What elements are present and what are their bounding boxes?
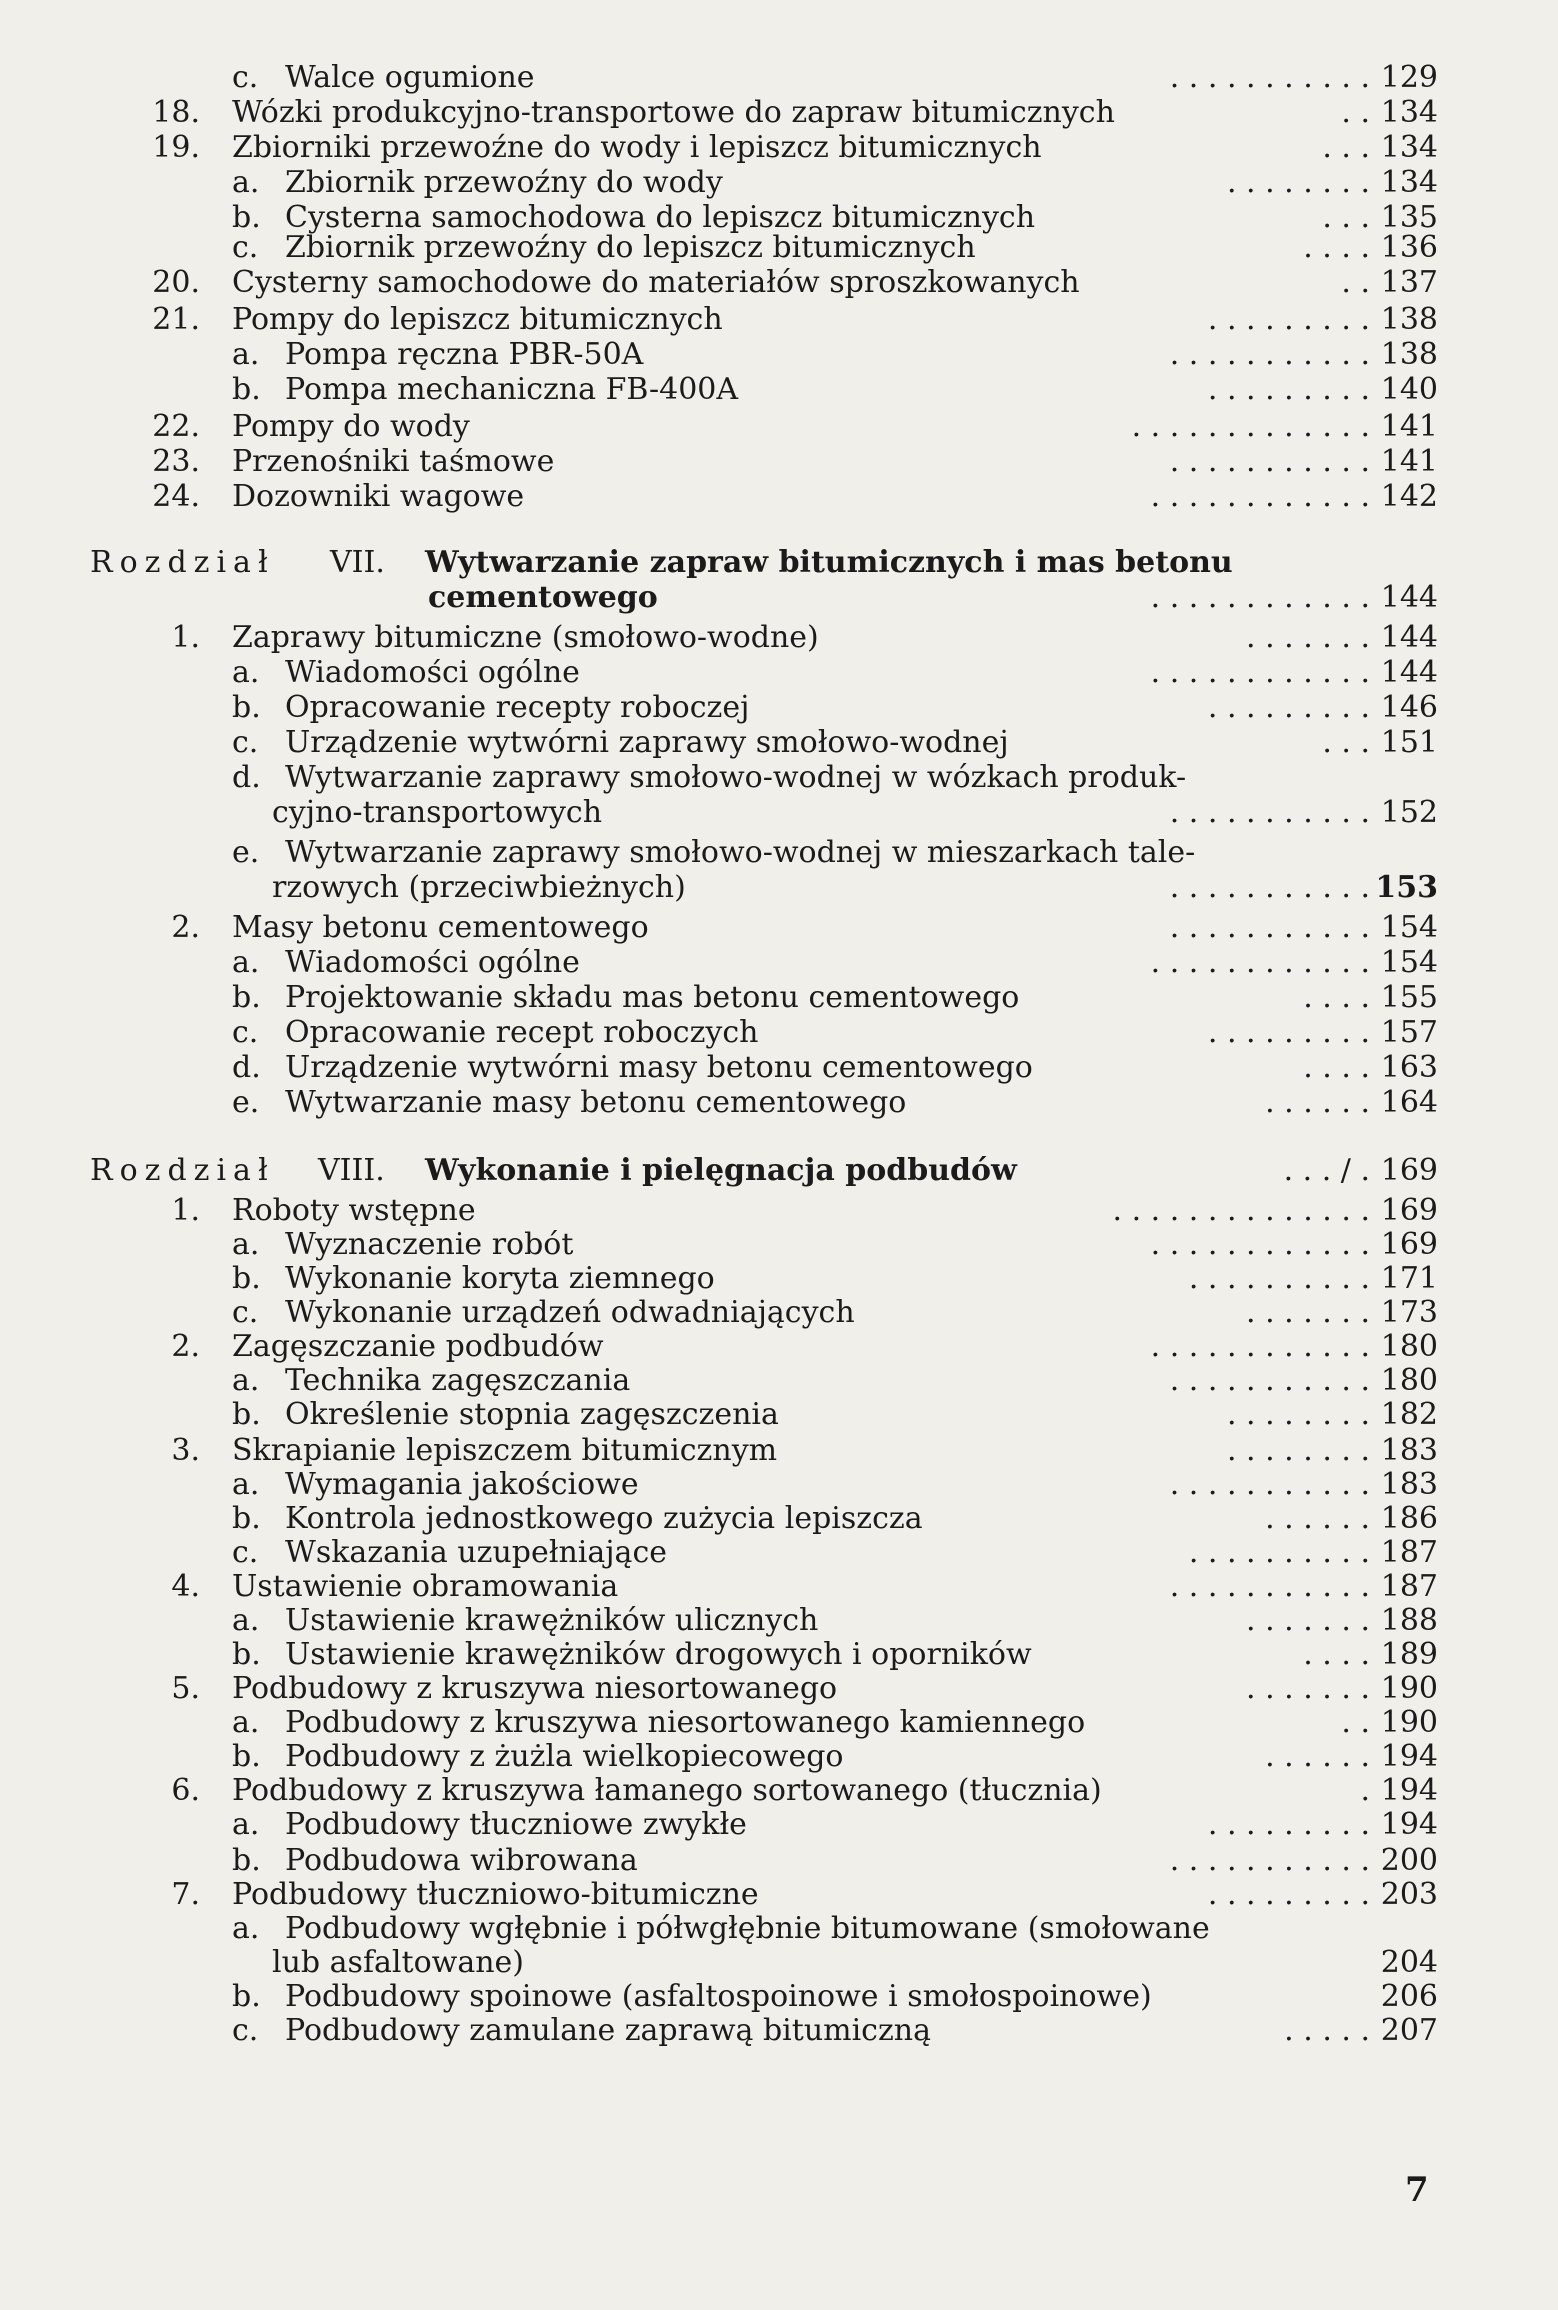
- toc-entry: [0, 1536, 1558, 1570]
- page-reference: 180: [1380, 1329, 1438, 1364]
- toc-entry: [0, 656, 1558, 690]
- section-title: Pompy do wody: [232, 409, 470, 444]
- subsection-letter: b.: [232, 1397, 261, 1432]
- subsection-title: Podbudowy spoinowe (asfaltospoinowe i smołospoinowe): [285, 1979, 1152, 2014]
- dot-leader: . . . . . . . . . . .: [1169, 445, 1370, 479]
- dot-leader: . . . . . . . . .: [1207, 373, 1370, 407]
- section-title: Masy betonu cementowego: [232, 910, 649, 945]
- subsection-letter: a.: [232, 945, 260, 980]
- dot-leader: .: [1360, 1774, 1370, 1808]
- dot-leader: . . . . . . .: [1246, 621, 1370, 655]
- subsection-letter: e.: [232, 1085, 260, 1120]
- dot-leader: . . . . . . . . . . . .: [1150, 1330, 1370, 1364]
- toc-entry: [0, 410, 1558, 444]
- subsection-title: Podbudowy z kruszywa niesortowanego kamiennego: [285, 1705, 1086, 1740]
- section-number: 19.: [152, 130, 200, 165]
- toc-entry: [0, 1262, 1558, 1296]
- subsection-letter: b.: [232, 372, 261, 407]
- subsection-title: Pompa ręczna PBR-50A: [285, 337, 644, 372]
- dot-leader: . . . .: [1303, 1051, 1370, 1085]
- dot-leader: . .: [1341, 1706, 1370, 1740]
- subsection-title: Wytwarzanie masy betonu cementowego: [285, 1085, 907, 1120]
- page-reference: 157: [1380, 1015, 1438, 1050]
- section-number: 1.: [171, 620, 200, 655]
- page-reference: 137: [1380, 265, 1438, 300]
- subsection-letter: a.: [232, 1227, 260, 1262]
- page-reference: 129: [1380, 60, 1438, 95]
- toc-entry: [0, 1228, 1558, 1262]
- entry-title-continuation: rzowych (przeciwbieżnych): [272, 870, 686, 905]
- dot-leader: . .: [1341, 266, 1370, 300]
- toc-entry: [0, 373, 1558, 407]
- toc-entry: [0, 1051, 1558, 1085]
- subsection-letter: c.: [232, 230, 259, 265]
- dot-leader: . . . . . . .: [1246, 1672, 1370, 1706]
- toc-entry: [0, 761, 1558, 795]
- dot-leader: . . . . . . .: [1246, 1296, 1370, 1330]
- dot-leader: . . . . . . . . . .: [1188, 1536, 1370, 1570]
- subsection-title: Pompa mechaniczna FB-400A: [285, 372, 739, 407]
- page-reference: 144: [1380, 580, 1438, 615]
- subsection-letter: d.: [232, 760, 261, 795]
- toc-entry: [0, 581, 1558, 615]
- section-number: 7.: [171, 1877, 200, 1912]
- toc-entry: [0, 2014, 1558, 2048]
- toc-entry: [0, 1740, 1558, 1774]
- page-reference: 190: [1380, 1705, 1438, 1740]
- page-reference: 194: [1380, 1773, 1438, 1808]
- page-reference: 164: [1380, 1085, 1438, 1120]
- section-number: 24.: [152, 479, 200, 514]
- subsection-letter: a.: [232, 1911, 260, 1946]
- subsection-letter: b.: [232, 1261, 261, 1296]
- toc-entry: [0, 1774, 1558, 1808]
- dot-leader: . . . . . . .: [1246, 1604, 1370, 1638]
- page-reference: 186: [1380, 1501, 1438, 1536]
- dot-leader: . . . . . . . . . . .: [1169, 61, 1370, 95]
- section-number: 3.: [171, 1433, 200, 1468]
- subsection-title: Zbiornik przewoźny do lepiszcz bitumicznych: [285, 230, 976, 265]
- subsection-title: Walce ogumione: [285, 60, 535, 95]
- section-title: Roboty wstępne: [232, 1193, 476, 1228]
- dot-leader: . . . . . . . . . . .: [1169, 1844, 1370, 1878]
- subsection-letter: b.: [232, 1637, 261, 1672]
- page-reference: 207: [1380, 2013, 1438, 2048]
- section-title: Zagęszczanie podbudów: [232, 1329, 604, 1364]
- dot-leader: . .: [1341, 96, 1370, 130]
- page-reference: 190: [1380, 1671, 1438, 1706]
- subsection-title: Kontrola jednostkowego zużycia lepiszcza: [285, 1501, 923, 1536]
- toc-entry: [0, 1604, 1558, 1638]
- dot-leader: . . .: [1322, 131, 1370, 165]
- section-number: 21.: [152, 302, 200, 337]
- chapter-title: Wytwarzanie zapraw bitumicznych i mas betonu: [425, 545, 1233, 580]
- toc-entry: [0, 1086, 1558, 1120]
- page-reference: 154: [1380, 945, 1438, 980]
- toc-entry: [0, 1912, 1558, 1946]
- subsection-title: Wykonanie koryta ziemnego: [285, 1261, 715, 1296]
- subsection-title: Urządzenie wytwórni zaprawy smołowo-wodnej: [285, 725, 1009, 760]
- toc-entry: [0, 1434, 1558, 1468]
- page-reference: 173: [1380, 1295, 1438, 1330]
- chapter-title: Wykonanie i pielęgnacja podbudów: [425, 1153, 1017, 1188]
- section-number: 5.: [171, 1671, 200, 1706]
- subsection-letter: c.: [232, 1295, 259, 1330]
- page-reference: 194: [1380, 1739, 1438, 1774]
- subsection-letter: a.: [232, 1363, 260, 1398]
- subsection-title: Podbudowy wgłębnie i półwgłębnie bitumowane (smołowane: [285, 1911, 1210, 1946]
- subsection-letter: a.: [232, 1807, 260, 1842]
- dot-leader: . . . . .: [1284, 2014, 1370, 2048]
- subsection-title: Wytwarzanie zaprawy smołowo-wodnej w mieszarkach tale-: [285, 835, 1196, 870]
- toc-entry: [0, 231, 1558, 265]
- subsection-title: Podbudowy tłuczniowe zwykłe: [285, 1807, 747, 1842]
- page-reference: 142: [1380, 479, 1438, 514]
- subsection-letter: c.: [232, 2013, 259, 2048]
- toc-entry: [0, 621, 1558, 655]
- section-title: Podbudowy z kruszywa łamanego sortowanego (tłucznia): [232, 1773, 1102, 1808]
- subsection-letter: a.: [232, 165, 260, 200]
- dot-leader: . . . . . . . . . . . . .: [1131, 410, 1370, 444]
- section-number: 1.: [171, 1193, 200, 1228]
- dot-leader: . . .: [1322, 726, 1370, 760]
- subsection-title: Wymagania jakościowe: [285, 1467, 639, 1502]
- dot-leader: . . . . . . . . . . . .: [1150, 946, 1370, 980]
- toc-entry: [0, 1330, 1558, 1364]
- page-reference: 141: [1380, 444, 1438, 479]
- section-title: Podbudowy tłuczniowo-bitumiczne: [232, 1877, 759, 1912]
- section-title: Pompy do lepiszcz bitumicznych: [232, 302, 723, 337]
- entry-title-continuation: lub asfaltowane): [272, 1945, 524, 1980]
- dot-leader: . . . . . . . .: [1226, 1434, 1370, 1468]
- page-reference: 153: [1375, 870, 1438, 905]
- page-reference: 188: [1380, 1603, 1438, 1638]
- page-reference: 135: [1380, 200, 1438, 235]
- dot-leader: . . . . . . . . . . . .: [1150, 480, 1370, 514]
- dot-leader: . . . . . .: [1265, 1502, 1370, 1536]
- page-reference: 163: [1380, 1050, 1438, 1085]
- page-reference: 204: [1380, 1945, 1438, 1980]
- subsection-letter: d.: [232, 1050, 261, 1085]
- page-reference: 182: [1380, 1397, 1438, 1432]
- entry-title-continuation: cyjno-transportowych: [272, 795, 603, 830]
- section-number: 20.: [152, 265, 200, 300]
- toc-entry: [0, 1296, 1558, 1330]
- subsection-letter: c.: [232, 60, 259, 95]
- page-reference: 134: [1380, 165, 1438, 200]
- dot-leader: . . . . . . . . .: [1207, 303, 1370, 337]
- dot-leader: . . . . . . . . .: [1207, 1016, 1370, 1050]
- page-reference: 134: [1380, 95, 1438, 130]
- subsection-letter: b.: [232, 980, 261, 1015]
- dot-leader: . . . . . . . .: [1226, 166, 1370, 200]
- toc-entry: [0, 131, 1558, 165]
- page-reference: 140: [1380, 372, 1438, 407]
- subsection-letter: c.: [232, 1535, 259, 1570]
- subsection-letter: b.: [232, 690, 261, 725]
- toc-entry: [0, 1194, 1558, 1228]
- page-reference: 206: [1380, 1979, 1438, 2014]
- subsection-letter: b.: [232, 1979, 261, 2014]
- subsection-title: Wiadomości ogólne: [285, 945, 580, 980]
- toc-entry: [0, 480, 1558, 514]
- toc-entry: [0, 1398, 1558, 1432]
- dot-leader: . . . . . . . . . . . .: [1150, 581, 1370, 615]
- dot-leader: . . . .: [1303, 231, 1370, 265]
- subsection-letter: c.: [232, 725, 259, 760]
- dot-leader: . . . . . . . . . . .: [1169, 1468, 1370, 1502]
- toc-entry: [0, 303, 1558, 337]
- toc-entry: [0, 1638, 1558, 1672]
- toc-entry: [0, 1570, 1558, 1604]
- toc-entry: [0, 1946, 1558, 1980]
- page-reference: 189: [1380, 1637, 1438, 1672]
- toc-entry: [0, 946, 1558, 980]
- dot-leader: . . . . . .: [1265, 1740, 1370, 1774]
- subsection-letter: a.: [232, 1705, 260, 1740]
- toc-entry: [0, 1808, 1558, 1842]
- page-reference: 169: [1380, 1153, 1438, 1188]
- subsection-title: Podbudowy z żużla wielkopiecowego: [285, 1739, 844, 1774]
- subsection-title: Urządzenie wytwórni masy betonu cementowego: [285, 1050, 1033, 1085]
- subsection-letter: e.: [232, 835, 260, 870]
- subsection-letter: b.: [232, 1843, 261, 1878]
- toc-entry: [0, 871, 1558, 905]
- section-title: Ustawienie obramowania: [232, 1569, 619, 1604]
- dot-leader: . . . . . . . . . . .: [1169, 796, 1370, 830]
- toc-entry: [0, 96, 1558, 130]
- page-reference: 200: [1380, 1843, 1438, 1878]
- page-reference: 141: [1380, 409, 1438, 444]
- toc-entry: [0, 338, 1558, 372]
- subsection-letter: b.: [232, 200, 261, 235]
- page-reference: 138: [1380, 302, 1438, 337]
- subsection-title: Ustawienie krawężników drogowych i oporników: [285, 1637, 1032, 1672]
- subsection-letter: b.: [232, 1739, 261, 1774]
- dot-leader: . . . . . . . . .: [1207, 1878, 1370, 1912]
- section-number: 2.: [171, 1329, 200, 1364]
- chapter-title-continuation: cementowego: [428, 580, 658, 615]
- toc-entry: [0, 691, 1558, 725]
- toc-entry: [0, 1844, 1558, 1878]
- page-reference: 183: [1380, 1433, 1438, 1468]
- page-reference: 144: [1380, 655, 1438, 690]
- dot-leader: . . . . . . . . .: [1207, 1808, 1370, 1842]
- dot-leader: . . . . . . . . . . . .: [1150, 656, 1370, 690]
- subsection-letter: a.: [232, 655, 260, 690]
- subsection-title: Wyznaczenie robót: [285, 1227, 574, 1262]
- section-title: Przenośniki taśmowe: [232, 444, 555, 479]
- toc-entry: [0, 166, 1558, 200]
- toc-entry: [0, 1672, 1558, 1706]
- page-reference: 183: [1380, 1467, 1438, 1502]
- toc-entry: [0, 726, 1558, 760]
- subsection-title: Określenie stopnia zagęszczenia: [285, 1397, 779, 1432]
- toc-entry: [0, 1502, 1558, 1536]
- page-reference: 180: [1380, 1363, 1438, 1398]
- page-reference: 203: [1380, 1877, 1438, 1912]
- page-reference: 134: [1380, 130, 1438, 165]
- subsection-title: Projektowanie składu mas betonu cementowego: [285, 980, 1020, 1015]
- toc-entry: [0, 1154, 1558, 1188]
- page-reference: 136: [1380, 230, 1438, 265]
- toc-entry: [0, 1878, 1558, 1912]
- subsection-title: Wiadomości ogólne: [285, 655, 580, 690]
- section-title: Podbudowy z kruszywa niesortowanego: [232, 1671, 838, 1706]
- subsection-letter: a.: [232, 1603, 260, 1638]
- subsection-letter: a.: [232, 337, 260, 372]
- dot-leader: . . .: [1322, 201, 1370, 235]
- toc-entry: [0, 836, 1558, 870]
- subsection-title: Wskazania uzupełniające: [285, 1535, 668, 1570]
- page-reference: 146: [1380, 690, 1438, 725]
- subsection-letter: a.: [232, 1467, 260, 1502]
- subsection-title: Opracowanie recepty roboczej: [285, 690, 750, 725]
- dot-leader: . . . . . . . . .: [1207, 691, 1370, 725]
- section-number: 22.: [152, 409, 200, 444]
- section-title: Skrapianie lepiszczem bitumicznym: [232, 1433, 778, 1468]
- page-reference: 171: [1380, 1261, 1438, 1296]
- dot-leader: . . . . . . . .: [1226, 1398, 1370, 1432]
- toc-entry: [0, 1016, 1558, 1050]
- subsection-letter: b.: [232, 1501, 261, 1536]
- subsection-title: Opracowanie recept roboczych: [285, 1015, 759, 1050]
- dot-leader: . . . . . . . . . .: [1188, 1262, 1370, 1296]
- section-number: 23.: [152, 444, 200, 479]
- page-reference: 187: [1380, 1569, 1438, 1604]
- section-title: Dozowniki wagowe: [232, 479, 525, 514]
- toc-entry: [0, 61, 1558, 95]
- section-number: 6.: [171, 1773, 200, 1808]
- dot-leader: . . . . . . . . . . . .: [1150, 1228, 1370, 1262]
- toc-entry: [0, 445, 1558, 479]
- page-reference: 138: [1380, 337, 1438, 372]
- page-reference: 152: [1380, 795, 1438, 830]
- subsection-title: Technika zagęszczania: [285, 1363, 631, 1398]
- section-number: 2.: [171, 910, 200, 945]
- toc-entry: [0, 546, 1558, 580]
- page-reference: 194: [1380, 1807, 1438, 1842]
- toc-entry: [0, 266, 1558, 300]
- page-reference: 169: [1380, 1227, 1438, 1262]
- toc-entry: [0, 1706, 1558, 1740]
- dot-leader: . . . . . .: [1265, 1086, 1370, 1120]
- section-number: 18.: [152, 95, 200, 130]
- page-reference: 187: [1380, 1535, 1438, 1570]
- chapter-number: VII.: [330, 545, 385, 580]
- page-reference: 169: [1380, 1193, 1438, 1228]
- toc-entry: [0, 796, 1558, 830]
- subsection-title: Cysterna samochodowa do lepiszcz bitumicznych: [285, 200, 1036, 235]
- page-reference: 155: [1380, 980, 1438, 1015]
- section-title: Zaprawy bitumiczne (smołowo-wodne): [232, 620, 819, 655]
- page-reference: 144: [1380, 620, 1438, 655]
- toc-entry: [0, 1468, 1558, 1502]
- subsection-title: Podbudowa wibrowana: [285, 1843, 638, 1878]
- dot-leader: . . . . . . . . . . .: [1169, 871, 1370, 905]
- dot-leader: . . . . . . . . . . .: [1169, 911, 1370, 945]
- subsection-title: Zbiornik przewoźny do wody: [285, 165, 723, 200]
- page-reference: 151: [1380, 725, 1438, 760]
- toc-entry: [0, 981, 1558, 1015]
- section-title: Zbiorniki przewoźne do wody i lepiszcz bitumicznych: [232, 130, 1042, 165]
- page-reference: 154: [1380, 910, 1438, 945]
- dot-leader: . . . . . . . . . . . . . .: [1112, 1194, 1370, 1228]
- subsection-title: Ustawienie krawężników ulicznych: [285, 1603, 819, 1638]
- subsection-title: Wytwarzanie zaprawy smołowo-wodnej w wózkach produk-: [285, 760, 1187, 795]
- chapter-label: Rozdział: [90, 1153, 275, 1188]
- section-title: Wózki produkcyjno-transportowe do zapraw bitumicznych: [232, 95, 1115, 130]
- dot-leader: . . . .: [1303, 981, 1370, 1015]
- toc-entry: [0, 1980, 1558, 2014]
- dot-leader: . . . . . . . . . . .: [1169, 1364, 1370, 1398]
- page-number: 7: [1405, 2170, 1429, 2210]
- dot-leader: . . . .: [1303, 1638, 1370, 1672]
- section-number: 4.: [171, 1569, 200, 1604]
- chapter-label: Rozdział: [90, 545, 275, 580]
- toc-entry: [0, 1364, 1558, 1398]
- section-title: Cysterny samochodowe do materiałów sproszkowanych: [232, 265, 1080, 300]
- subsection-title: Podbudowy zamulane zaprawą bitumiczną: [285, 2013, 931, 2048]
- dot-leader: . . . . . . . . . . .: [1169, 1570, 1370, 1604]
- dot-leader: . . . / .: [1283, 1154, 1370, 1188]
- chapter-number: VIII.: [318, 1153, 385, 1188]
- dot-leader: . . . . . . . . . . .: [1169, 338, 1370, 372]
- toc-entry: [0, 911, 1558, 945]
- subsection-letter: c.: [232, 1015, 259, 1050]
- subsection-title: Wykonanie urządzeń odwadniających: [285, 1295, 855, 1330]
